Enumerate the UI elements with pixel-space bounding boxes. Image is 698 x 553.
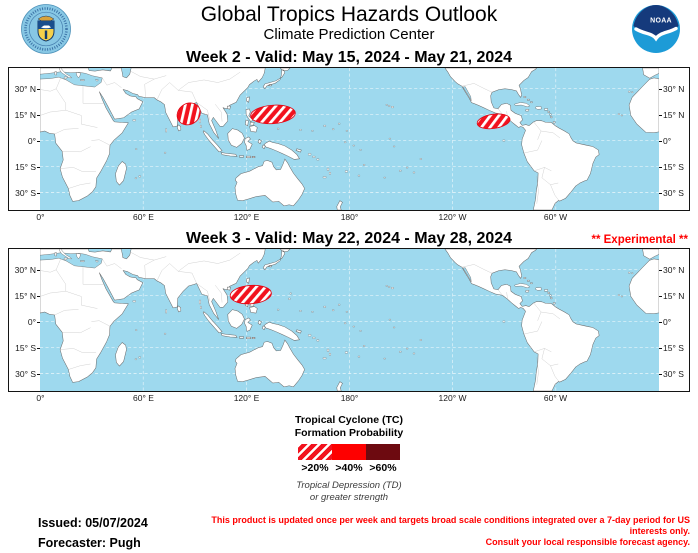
lon-tick-label: 120° W (438, 393, 467, 403)
week3-lon-axis (36, 392, 659, 405)
legend-swatch-40 (332, 444, 366, 460)
legend-swatch-60 (366, 444, 400, 460)
header (0, 0, 698, 49)
page-title: Global Tropics Hazards Outlook (200, 3, 498, 26)
experimental-note: ** Experimental ** (591, 234, 688, 246)
legend-swatch-20 (298, 444, 332, 460)
lat-tick-label: 30° N (15, 265, 40, 275)
lon-tick-label: 120° W (438, 212, 467, 222)
lon-tick-label: 60° W (543, 393, 568, 403)
disclaimer-line2: Consult your local responsible forecast agency. (485, 537, 690, 547)
lon-tick-label: 120° E (233, 393, 260, 403)
lat-tick-label: 15° N (659, 110, 684, 120)
lat-tick-label: 0° (659, 136, 671, 146)
week3-heading-row (0, 230, 698, 248)
lon-tick-label: 60° E (133, 212, 154, 222)
week2-lon-axis (36, 211, 659, 224)
week3-lat-axis-right (659, 249, 689, 391)
week2-lat-axis-left (9, 68, 40, 210)
week2-heading: Week 2 - Valid: May 15, 2024 - May 21, 2024 (185, 49, 513, 66)
lon-tick-label: 60° W (543, 212, 568, 222)
lat-tick-label: 0° (28, 136, 40, 146)
week3-heading: Week 3 - Valid: May 22, 2024 - May 28, 2024 (185, 230, 513, 247)
lon-tick-label: 0° (36, 212, 45, 222)
lat-tick-label: 30° S (15, 188, 40, 198)
week2-heading-row (0, 49, 698, 67)
lat-tick-label: 15° N (15, 110, 40, 120)
legend-label: >20% (301, 462, 329, 474)
week2-lat-axis-right (659, 68, 689, 210)
lat-tick-label: 15° N (659, 291, 684, 301)
lat-tick-label: 0° (659, 317, 671, 327)
legend-note-line2: or greater strength (309, 491, 389, 503)
lat-tick-label: 0° (28, 317, 40, 327)
lat-tick-label: 30° N (659, 84, 684, 94)
week3-map (8, 248, 690, 392)
week2-world-map (40, 68, 659, 210)
footer (0, 513, 698, 553)
lon-tick-label: 120° E (233, 212, 260, 222)
legend-label: >40% (335, 462, 363, 474)
lat-tick-label: 15° N (15, 291, 40, 301)
noaa-logo-text: NOAA (650, 17, 672, 25)
lat-tick-label: 30° N (659, 265, 684, 275)
legend-title-line2: Formation Probability (294, 427, 404, 439)
lat-tick-label: 15° S (15, 162, 40, 172)
legend-color-bar (0, 444, 698, 460)
legend-label: >60% (369, 462, 397, 474)
page-subtitle: Climate Prediction Center (263, 26, 435, 43)
legend-note-line1: Tropical Depression (TD) (296, 480, 402, 491)
lon-tick-label: 180° (340, 212, 359, 222)
lat-tick-label: 15° S (659, 343, 684, 353)
lat-tick-label: 30° S (659, 188, 684, 198)
week3-lat-axis-left (9, 249, 40, 391)
week2-map (8, 67, 690, 211)
disclaimer-line1: This product is updated once per week and targets broad scale conditions integrated over a 7-day period for US interests only. (211, 515, 690, 536)
legend (0, 414, 698, 503)
lat-tick-label: 15° S (659, 162, 684, 172)
lat-tick-label: 30° S (659, 369, 684, 379)
lon-tick-label: 60° E (133, 393, 154, 403)
lon-tick-label: 0° (36, 393, 45, 403)
forecaster-name: Forecaster: Pugh (38, 536, 141, 550)
week3-world-map (40, 249, 659, 391)
lat-tick-label: 30° N (15, 84, 40, 94)
legend-title-line1: Tropical Cyclone (TC) (295, 414, 403, 426)
lat-tick-label: 15° S (15, 343, 40, 353)
issued-date: Issued: 05/07/2024 (38, 516, 148, 530)
legend-threshold-labels (0, 462, 698, 474)
lat-tick-label: 30° S (15, 369, 40, 379)
lon-tick-label: 180° (340, 393, 359, 403)
